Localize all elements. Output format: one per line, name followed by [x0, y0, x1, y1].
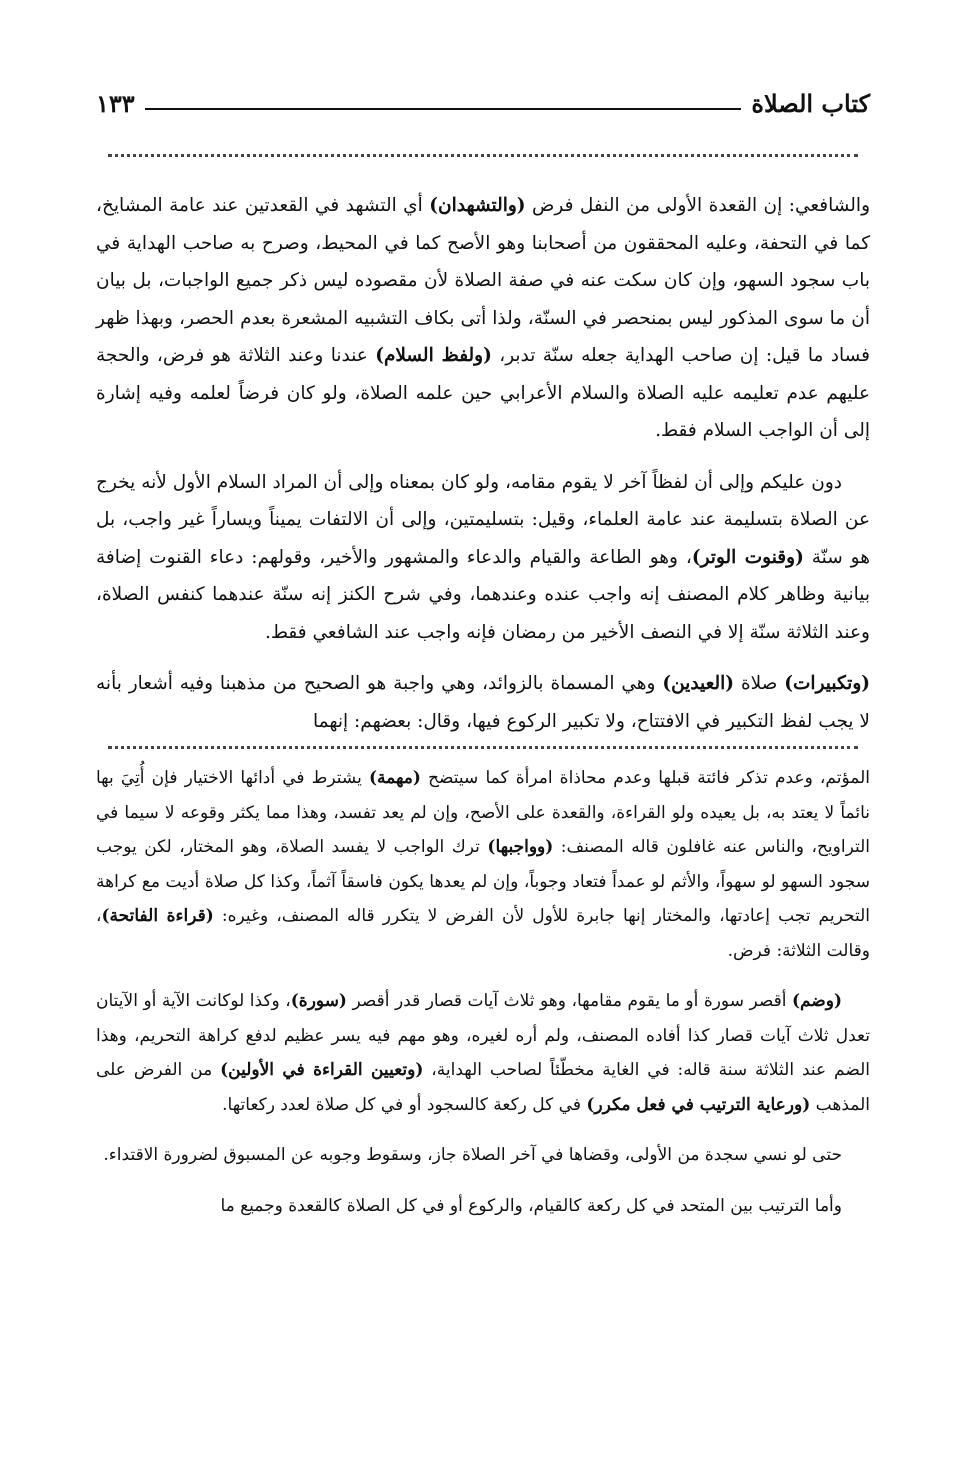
page-number: ١٣٣	[96, 89, 135, 118]
bold-term: (العيدين)	[662, 673, 735, 694]
text-run: عندنا وعند الثلاثة هو فرض، والحجة عليهم عدم تعليمه عليه الصلاة والسلام الأعرابي حين علمه الصلاة، ولو كان فرضاً لعلمه وفيه إشارة إلى أن الواجب السلام فقط.	[96, 345, 870, 441]
bold-term: (ورعاية الترتيب في فعل مكرر)	[586, 1094, 811, 1115]
bold-term: (قراءة الفاتحة)	[101, 906, 214, 926]
text-run: المؤتم، وعدم تذكر فائتة قبلها وعدم محاذاة امرأة كما سيتضح	[420, 768, 870, 788]
note-paragraph-1	[96, 761, 870, 968]
text-run: يشترط في أدائها الاختيار فإن أُتِيَ بها نائماً لا يعتد به، بل يعيده ولو القراءة، والقعدة على الأصح، وإن لم يعد تفسد، وهذا مما يكثر وقوعه لا سيما في التراويح، والناس عنه غافلون قاله المصنف:	[96, 768, 870, 857]
bold-term: (وتكبيرات)	[784, 673, 870, 694]
text-run: وهي المسماة بالزوائد، وهي واجبة هو الصحيح من مذهبنا وفيه أشعار بأنه لا يجب لفظ التكبير في الافتتاح، ولا تكبير الركوع فيها، وقال: بعضهم: إنهما	[96, 673, 870, 732]
note-paragraph-2	[96, 984, 870, 1122]
text-run: ، وكذا لوكانت الآية أو الآيتان تعدل ثلاث آيات قصار كذا أفاده المصنف، ولم أره لغيره، وهو مهم فيه يسر عظيم لدفع كراهة التحريم، وهذا الضم عند الثلاثة سنة قاله: في الغاية مخطّئاً لصاحب الهداية،	[96, 991, 870, 1080]
main-paragraph-2	[96, 464, 870, 652]
bold-term: (مهمة)	[368, 768, 421, 788]
text-run: من الفرض على المذهب	[96, 1060, 870, 1115]
main-paragraph-1	[96, 187, 870, 450]
text-run: ترك الواجب لا يفسد الصلاة، وهو المختار، لكن يوجب سجود السهو لو سهواً، والأثم لو عمداً فتعاد وجوباً، وإن لم يعدها يكون فاسقاً آثماً، وكذا كل صلاة أديت مع كراهة التحريم تجب إعادتها، والمختار إنها جابرة للأول لأن الفرض لا يتكرر قاله المصنف، وغيره:	[96, 837, 870, 926]
bold-term: (وقنوت الوتر)	[691, 546, 804, 568]
bold-term: (والتشهدان)	[429, 195, 526, 216]
bold-term: (ولفظ السلام)	[375, 345, 492, 366]
header-rule	[145, 108, 742, 110]
running-header	[96, 74, 870, 116]
text-run: أي التشهد في القعدتين عند عامة المشايخ، كما في التحفة، وعليه المحققون من أصحابنا وهو الأصح كما في المحيط، وصرح به صاحب الهداية في باب سجود السهو، وإن كان سكت عنه في صفة الصلاة لأن مقصوده ليس ذكر جميع الواجبات، بل بيان أن ما سوى المذكور ليس بمنحصر في السنّة، ولذا أتى بكاف التشبيه المشعرة بعدم الحصر، وبهذا ظهر فساد ما قيل: إن صاحب الهداية جعله سنّة تدبر،	[96, 195, 870, 366]
bold-term: (سورة)	[290, 991, 347, 1011]
main-paragraph-3	[96, 665, 870, 740]
note-paragraph-4: وأما الترتيب بين المتحد في كل ركعة كالقيام، والركوع أو في كل الصلاة كالقعدة وجميع ما	[220, 1195, 842, 1216]
main-text	[96, 187, 870, 740]
text-run: ، وهو الطاعة والقيام والدعاء والمشهور والأخير، وقولهم: دعاء القنوت إضافة بيانية وظاهر كلام المصنف إنه واجب عنده وعندهما، وفي شرح الكنز إنه سنّة عندهما كنفس الصلاة، وعند الثلاثة سنّة إلا في النصف الأخير من رمضان فإنه واجب عند الشافعي فقط.	[96, 546, 870, 643]
text-run: صلاة	[734, 673, 785, 694]
bold-term: (وتعيين القراءة في الأولين)	[220, 1060, 424, 1080]
bold-term: (وضم)	[791, 991, 842, 1011]
dotted-separator-footnotes	[108, 746, 858, 749]
commentary-notes	[96, 761, 870, 1223]
dotted-separator-top	[108, 154, 858, 157]
text-run: أقصر سورة أو ما يقوم مقامها، وهو ثلاث آيات قصار قدر أقصر	[346, 991, 792, 1011]
text-run: في كل ركعة كالسجود أو في كل صلاة لعدد ركعاتها.	[222, 1094, 587, 1115]
text-run: ، وقالت الثلاثة: فرض.	[96, 906, 870, 961]
bold-term: (وواجبها)	[487, 837, 554, 857]
text-run: دون عليكم وإلى أن لفظاً آخر لا يقوم مقامه، ولو كان بمعناه وإلى أن المراد السلام الأول لأنه يخرج عن الصلاة بتسليمة عند عامة العلماء، وقيل: بتسليمتين، وإلى أن الالتفات يميناً ويساراً غير واجب، بل هو سنّة	[96, 471, 870, 568]
text-run: والشافعي: إن القعدة الأولى من النفل فرض	[525, 195, 870, 216]
note-paragraph-3: حتى لو نسي سجدة من الأولى، وقضاها في آخر الصلاة جاز، وسقوط وجوبه عن المسبوق لضرورة الاقتداء.	[103, 1145, 842, 1165]
chapter-title: كتاب الصلاة	[751, 89, 870, 118]
